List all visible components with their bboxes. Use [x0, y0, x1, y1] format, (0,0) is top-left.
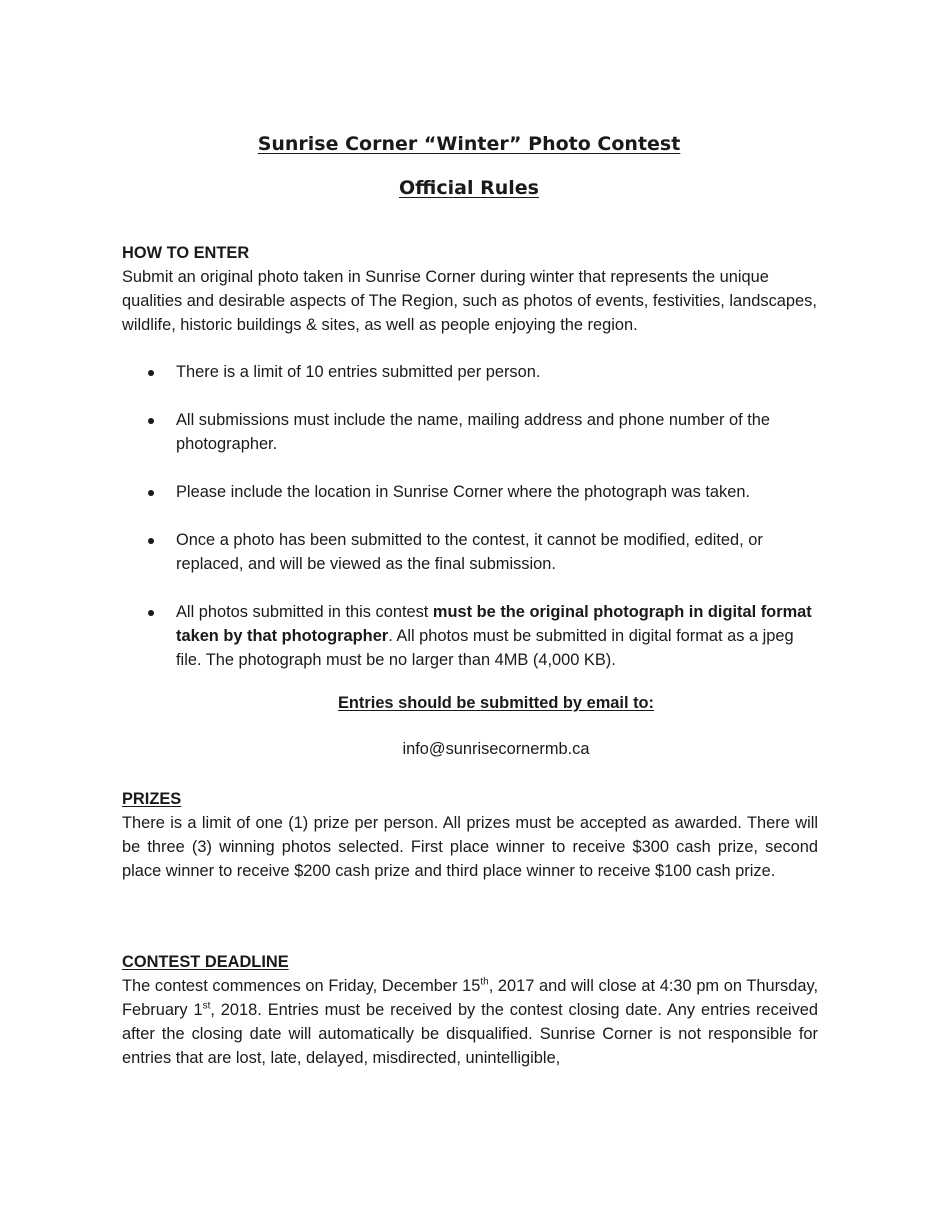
- list-item: [148, 480, 818, 504]
- rule-text: Once a photo has been submitted to the contest, it cannot be modified, edited, or replaced, and will be viewed as the final submission.: [176, 531, 763, 573]
- how-to-enter-intro: Submit an original photo taken in Sunrise Corner during winter that represents the unique qualities and desirable aspects of The Region, such as photos of events, festivities, landscapes, wildlife, historic buildings & sites, as well as people enjoying the region.: [122, 268, 817, 334]
- deadline-text-part: , 2017 and will close at 4:30 pm on Thursday, February 1: [122, 977, 819, 1019]
- list-item: [148, 360, 818, 384]
- contact-email: info@sunrisecornermb.ca: [402, 740, 590, 758]
- how-to-enter-section: [122, 241, 818, 337]
- list-item: [148, 408, 818, 456]
- how-to-enter-heading: HOW TO ENTER: [122, 244, 250, 262]
- document-title: Sunrise Corner “Winter” Photo Contest: [257, 133, 681, 155]
- rule-text: Please include the location in Sunrise Corner where the photograph was taken.: [176, 483, 751, 501]
- deadline-heading: CONTEST DEADLINE: [122, 953, 289, 971]
- list-item: [148, 528, 818, 576]
- submission-heading: Entries should be submitted by email to:: [337, 694, 655, 712]
- bullet-icon: [148, 418, 154, 424]
- bullet-icon: [148, 370, 154, 376]
- list-item: [148, 600, 818, 672]
- entry-rules-list: [148, 360, 818, 696]
- ordinal-suffix: th: [480, 976, 489, 988]
- deadline-text-part: , 2018. Entries must be received by the contest closing date. Any entries received after the closing date will automatically be disqualified. Sunrise Corner is not responsible for entries that are lost, late, delayed, misdirected, unintelligible,: [122, 1001, 819, 1067]
- rule-text-prefix: All photos submitted in this contest: [176, 603, 433, 621]
- bullet-icon: [148, 490, 154, 496]
- deadline-text: [122, 974, 818, 1070]
- prizes-heading: PRIZES: [122, 790, 182, 808]
- prizes-text: There is a limit of one (1) prize per person. All prizes must be accepted as awarded. There will be three (3) winning photos selected. First place winner to receive $300 cash prize, second place winner to receive $200 cash prize and third place winner to receive $100 cash prize.: [122, 814, 818, 880]
- document-subtitle: Official Rules: [399, 177, 539, 199]
- rule-text-suffix: . All photos must be submitted in digital format as a jpeg file. The photograph must be no larger than 4MB (4,000 KB).: [176, 627, 794, 669]
- deadline-text-part: The contest commences on Friday, December 15: [122, 977, 481, 995]
- prizes-section: [122, 787, 818, 883]
- deadline-section: [122, 950, 818, 1070]
- rule-text: There is a limit of 10 entries submitted per person.: [176, 363, 541, 381]
- bullet-icon: [148, 538, 154, 544]
- ordinal-suffix: st: [202, 1000, 211, 1012]
- bullet-icon: [148, 610, 154, 616]
- rule-text-bold: must be the original photograph in digital format taken by that photographer: [176, 603, 812, 645]
- rule-text: All submissions must include the name, mailing address and phone number of the photographer.: [176, 411, 771, 453]
